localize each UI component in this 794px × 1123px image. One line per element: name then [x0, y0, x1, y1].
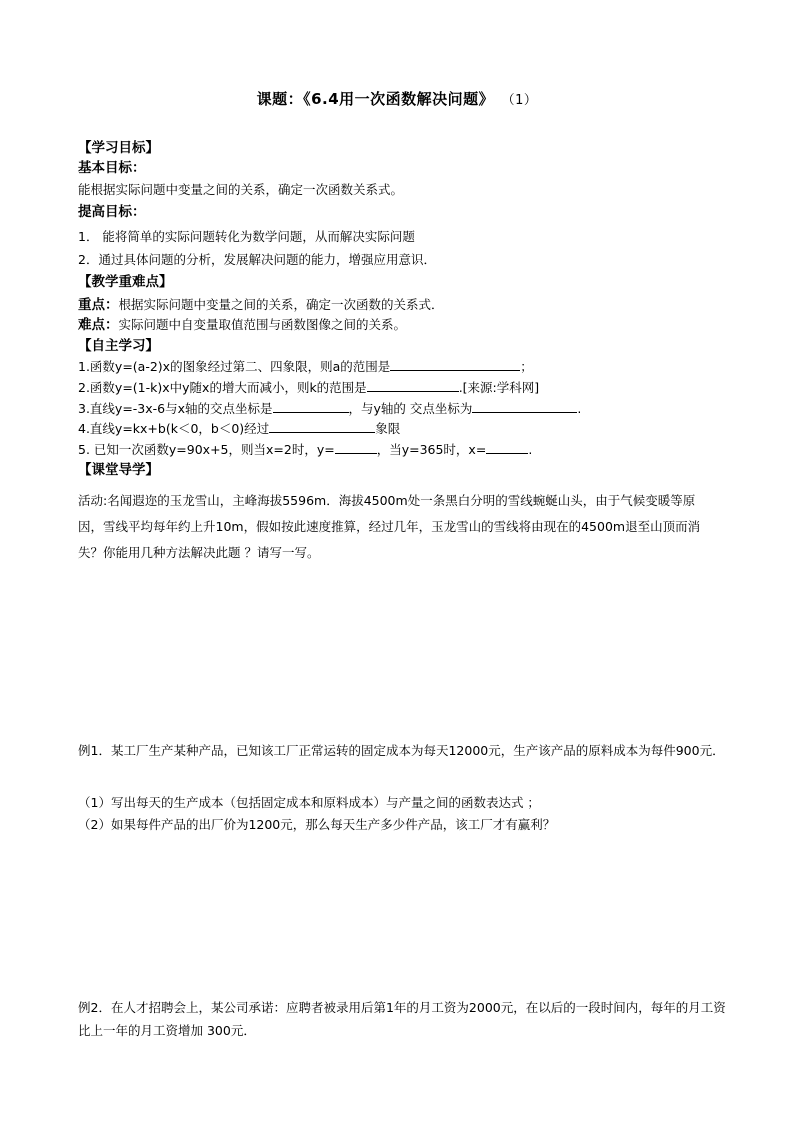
self-study-question-3	[78, 400, 581, 418]
question-text: ，当y=365时，x=	[376, 442, 487, 457]
key-point-line	[78, 296, 444, 314]
question-text: 1.函数y=(a-2)x的图象经过第二、四象限，则a的范围是	[78, 359, 391, 374]
answer-blank[interactable]	[269, 420, 375, 433]
question-text: 象限	[375, 421, 401, 436]
example-2-intro: 例2．在人才招聘会上，某公司承诺：应聘者被录用后第1年的月工资为2000元，在以后的一段时间内，每年的月工资比上一年的月工资增加 300元．	[78, 1000, 726, 1038]
answer-blank[interactable]	[390, 358, 520, 371]
example-1-intro: 例1．某工厂生产某种产品，已知该工厂正常运转的固定成本为每天12000元，生产该产品的原料成本为每件900元．	[78, 743, 725, 758]
question-text: 2.函数y=(1-k)x中y随x的增大而减小，则k的范围是	[78, 380, 367, 395]
title-main: 课题：《6.4用一次函数解决问题》	[256, 90, 495, 108]
question-text: .	[528, 442, 533, 457]
objectives-heading: 【学习目标】	[78, 140, 159, 156]
question-text: 4.直线y=kx+b(k＜0，b＜0)经过	[78, 421, 270, 436]
answer-blank[interactable]	[335, 441, 377, 454]
self-study-question-2	[78, 379, 539, 397]
key-point-text: 根据实际问题中变量之间的关系，确定一次函数的关系式．	[118, 297, 444, 312]
question-text: .[来源:学科网]	[458, 380, 540, 395]
answer-blank[interactable]	[472, 400, 577, 413]
answer-blank[interactable]	[367, 379, 459, 392]
basic-objective-label: 基本目标：	[78, 160, 146, 176]
question-text: 3.直线y=-3x-6与x轴的交点坐标是	[78, 401, 273, 416]
page-title	[0, 88, 794, 109]
self-study-question-1	[78, 358, 533, 376]
example-1-question-1: （1）写出每天的生产成本（包括固定成本和原料成本）与产量之间的函数表达式 ；	[78, 795, 540, 810]
question-text: 5. 已知一次函数y=90x+5，则当x=2时，y=	[78, 442, 335, 457]
question-text: ；	[520, 359, 533, 374]
basic-objective-text: 能根据实际问题中变量之间的关系，确定一次函数关系式。	[78, 182, 404, 197]
question-text: .	[577, 401, 582, 416]
key-points-heading: 【教学重难点】	[78, 274, 173, 290]
self-study-question-5	[78, 441, 532, 459]
example-1-question-2: （2）如果每件产品的出厂价为1200元，那么每天生产多少件产品，该工厂才有赢利？	[78, 817, 556, 832]
advanced-objective-label: 提高目标：	[78, 204, 146, 220]
difficult-point-label: 难点：	[78, 317, 119, 333]
self-study-heading: 【自主学习】	[78, 338, 159, 354]
advanced-objective-item: 2．通过具体问题的分析，发展解决问题的能力，增强应用意识．	[78, 252, 436, 267]
activity-paragraph: 活动:名闻遐迩的玉龙雪山，主峰海拔5596m．海拔4500m处一条黑白分明的雪线蜿蜒山头，由于气候变暖等原因，雪线平均每年约上升10m，假如按此速度推算，经过几年，玉龙雪山的雪线将由现在的4500m退至山顶而消失？你能用几种方法解决此题 ？请写一写。	[78, 493, 701, 560]
advanced-objective-item: 1． 能将简单的实际问题转化为数学问题，从而解决实际问题	[78, 229, 415, 244]
self-study-question-4	[78, 420, 400, 438]
key-point-label: 重点：	[78, 297, 119, 313]
question-text: ，与y轴的 交点坐标为	[348, 401, 473, 416]
classroom-guide-heading: 【课堂导学】	[78, 462, 159, 478]
answer-blank[interactable]	[486, 441, 528, 454]
title-number: （1）	[508, 93, 538, 108]
difficult-point-line	[78, 316, 406, 334]
answer-blank[interactable]	[273, 400, 349, 413]
difficult-point-text: 实际问题中自变量取值范围与函数图像之间的关系。	[118, 317, 407, 332]
